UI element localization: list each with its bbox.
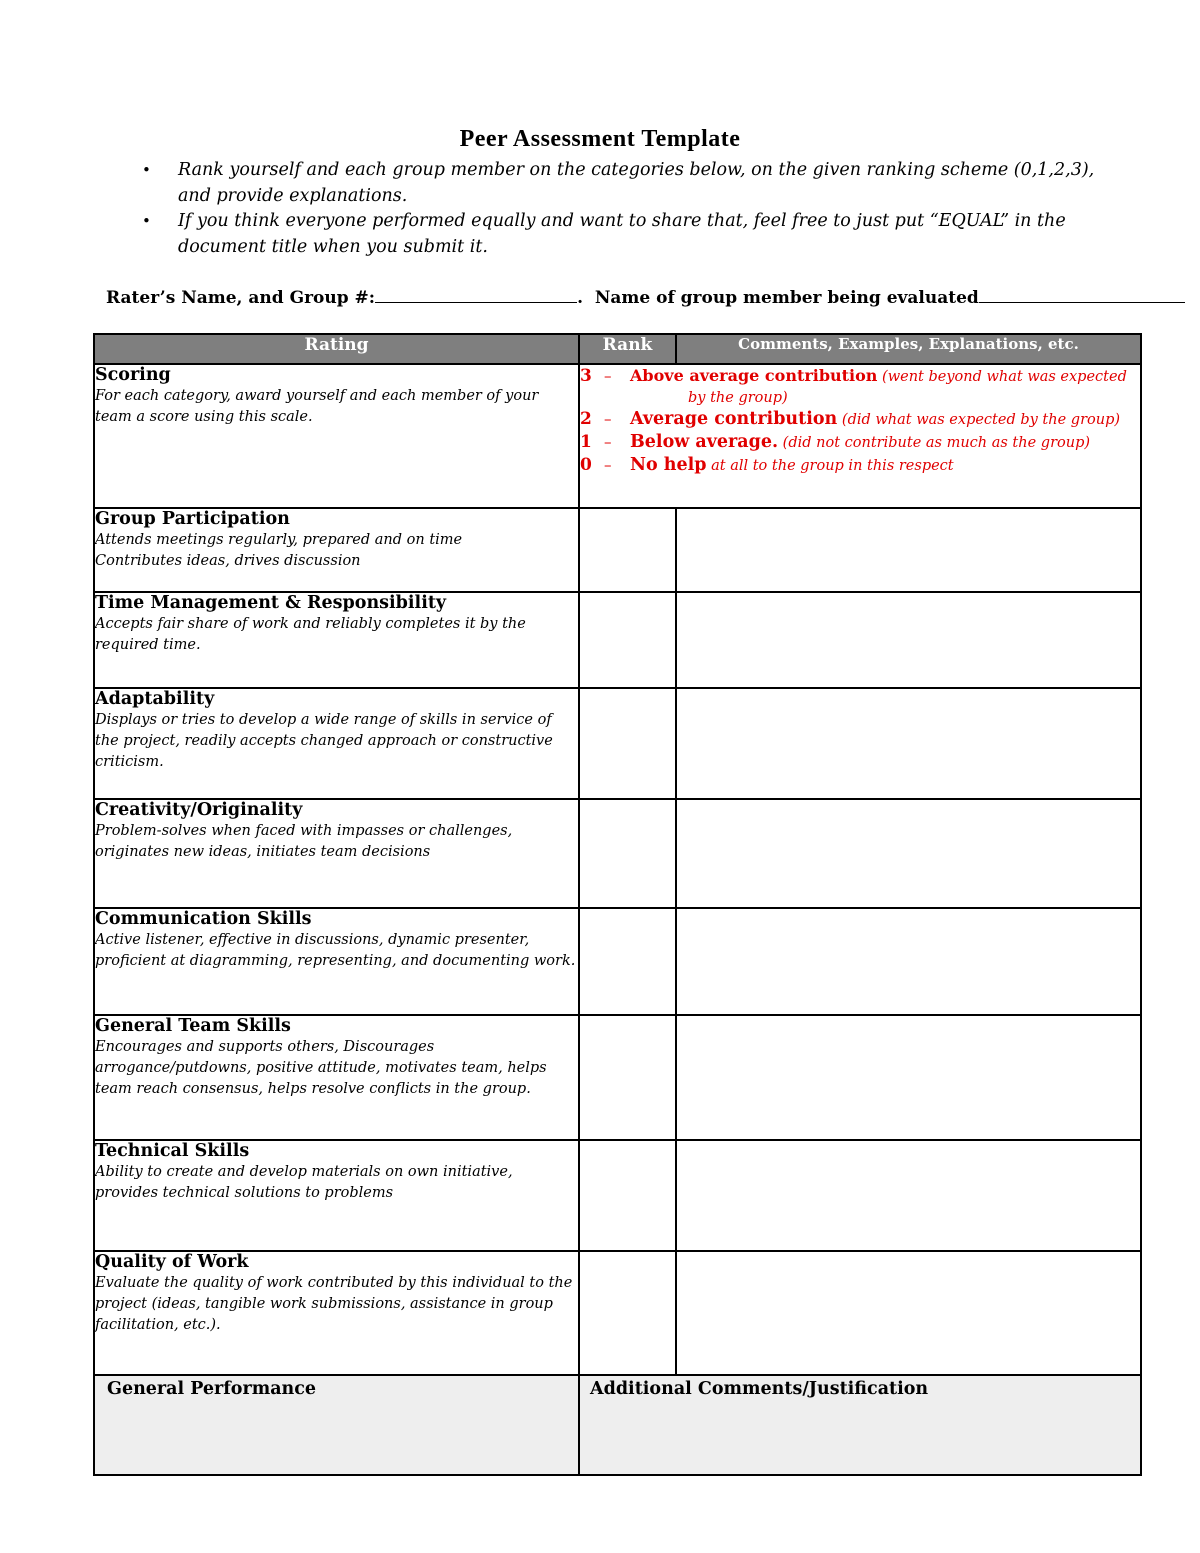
- general-performance-label: General Performance: [107, 1379, 317, 1399]
- instruction-text: If you think everyone performed equally and want to share that, feel free to just put “EQUAL” in the document title when you submit it.: [178, 211, 1066, 257]
- scale-number: 3: [580, 366, 592, 386]
- category-cell: [94, 1251, 579, 1375]
- rank-cell[interactable]: [579, 688, 676, 799]
- additional-comments-cell[interactable]: [579, 1375, 1141, 1475]
- scale-dash: –: [604, 433, 612, 451]
- table-row: [94, 1251, 1141, 1375]
- category-cell: [94, 688, 579, 799]
- scoring-desc: For each category, award yourself and each member of your team a score using this scale.: [95, 388, 539, 425]
- category-desc: Encourages and supports others, Discourages arrogance/putdowns, positive attitude, motivates team, helps team reach consensus, helps resolve conflicts in the group.: [95, 1039, 547, 1097]
- scale-explanation: at all to the group in this respect: [706, 458, 954, 474]
- category-cell: [94, 908, 579, 1015]
- category-title: Group Participation: [95, 509, 290, 529]
- rank-cell[interactable]: [579, 1015, 676, 1140]
- rank-cell[interactable]: [579, 908, 676, 1015]
- instruction-item: [140, 209, 1100, 260]
- scale-item: [580, 365, 1140, 388]
- instruction-item: [140, 158, 1100, 209]
- member-name-field[interactable]: [979, 287, 1185, 303]
- scale-number: 0: [580, 455, 592, 475]
- comments-cell[interactable]: [676, 688, 1141, 799]
- table-row: [94, 592, 1141, 688]
- category-cell: [94, 799, 579, 908]
- bullet-icon: •: [142, 161, 151, 179]
- scale-number: 1: [580, 432, 592, 452]
- table-header-row: [94, 334, 1141, 364]
- scale-item: [580, 431, 1140, 454]
- scale-label: Above average contribution: [630, 366, 878, 385]
- scale-explanation: (did what was expected by the group): [837, 412, 1121, 428]
- rank-cell[interactable]: [579, 1140, 676, 1251]
- table-row: [94, 508, 1141, 592]
- table-row: [94, 688, 1141, 799]
- category-cell: [94, 592, 579, 688]
- comments-cell[interactable]: [676, 508, 1141, 592]
- comments-cell[interactable]: [676, 908, 1141, 1015]
- table-row: [94, 1015, 1141, 1140]
- scale-label: Below average.: [630, 432, 779, 452]
- category-cell: [94, 508, 579, 592]
- assessment-table: [93, 333, 1142, 1476]
- category-title: Technical Skills: [95, 1141, 250, 1161]
- rater-period: .: [577, 288, 583, 308]
- category-cell: [94, 1140, 579, 1251]
- category-desc: Evaluate the quality of work contributed by this individual to the project (ideas, tangible work submissions, assistance in group facilitation, etc.).: [95, 1275, 573, 1333]
- table-row: [94, 1140, 1141, 1251]
- comments-cell[interactable]: [676, 1015, 1141, 1140]
- category-title: Communication Skills: [95, 909, 312, 929]
- category-desc: Ability to create and develop materials on own initiative, provides technical solutions to problems: [95, 1164, 513, 1201]
- comments-cell[interactable]: [676, 592, 1141, 688]
- comments-cell[interactable]: [676, 1251, 1141, 1375]
- category-desc: Accepts fair share of work and reliably completes it by the required time.: [95, 616, 526, 653]
- category-title: Creativity/Originality: [95, 800, 303, 820]
- scale-dash: –: [604, 410, 612, 428]
- instructions-list: [140, 158, 1100, 260]
- comments-cell[interactable]: [676, 1140, 1141, 1251]
- rank-cell[interactable]: [579, 508, 676, 592]
- scoring-cell: [94, 364, 579, 508]
- document-title: Peer Assessment Template: [459, 126, 741, 152]
- rater-label: Rater’s Name, and Group #:: [106, 288, 376, 308]
- category-title: Adaptability: [95, 689, 215, 709]
- rank-cell[interactable]: [579, 799, 676, 908]
- category-desc: Displays or tries to develop a wide range of skills in service of the project, readily accepts changed approach or constructive criticism.: [95, 712, 553, 770]
- general-performance-cell[interactable]: [94, 1375, 579, 1475]
- category-desc: Attends meetings regularly, prepared and on time Contributes ideas, drives discussion: [95, 532, 463, 569]
- scale-dash: –: [604, 367, 612, 385]
- member-label: Name of group member being evaluated: [594, 288, 979, 308]
- instruction-text: Rank yourself and each group member on the categories below, on the given ranking scheme (0,1,2,3), and provide explanations.: [178, 160, 1095, 206]
- rater-info-line: [106, 287, 1116, 308]
- table-row: [94, 908, 1141, 1015]
- header-comments: Comments, Examples, Explanations, etc.: [676, 334, 1141, 364]
- scale-item: [580, 454, 1140, 477]
- header-rank: Rank: [579, 334, 676, 364]
- additional-comments-label: Additional Comments/Justification: [590, 1379, 929, 1399]
- rater-name-field[interactable]: [375, 287, 577, 303]
- table-row: [94, 799, 1141, 908]
- scoring-scale: [579, 364, 1141, 508]
- scale-explanation: (went beyond what was expected: [877, 369, 1127, 385]
- category-title: General Team Skills: [95, 1016, 291, 1036]
- final-row: [94, 1375, 1141, 1475]
- category-desc: Active listener, effective in discussions, dynamic presenter, proficient at diagramming, representing, and documenting work.: [95, 932, 576, 969]
- scale-explanation-continued: by the group): [688, 390, 788, 406]
- scale-dash: –: [604, 456, 612, 474]
- scale-label: No help: [630, 455, 707, 475]
- rank-cell[interactable]: [579, 1251, 676, 1375]
- scoring-title: Scoring: [95, 365, 171, 385]
- scale-label: Average contribution: [630, 409, 838, 429]
- category-cell: [94, 1015, 579, 1140]
- scale-item: [580, 408, 1140, 431]
- category-title: Time Management & Responsibility: [95, 593, 447, 613]
- category-title: Quality of Work: [95, 1252, 249, 1272]
- bullet-icon: •: [142, 212, 151, 230]
- scale-explanation: (did not contribute as much as the group): [778, 435, 1091, 451]
- scoring-row: [94, 364, 1141, 508]
- scale-number: 2: [580, 409, 592, 429]
- header-rating: Rating: [94, 334, 579, 364]
- category-desc: Problem-solves when faced with impasses or challenges, originates new ideas, initiates team decisions: [95, 823, 513, 860]
- comments-cell[interactable]: [676, 799, 1141, 908]
- rank-cell[interactable]: [579, 592, 676, 688]
